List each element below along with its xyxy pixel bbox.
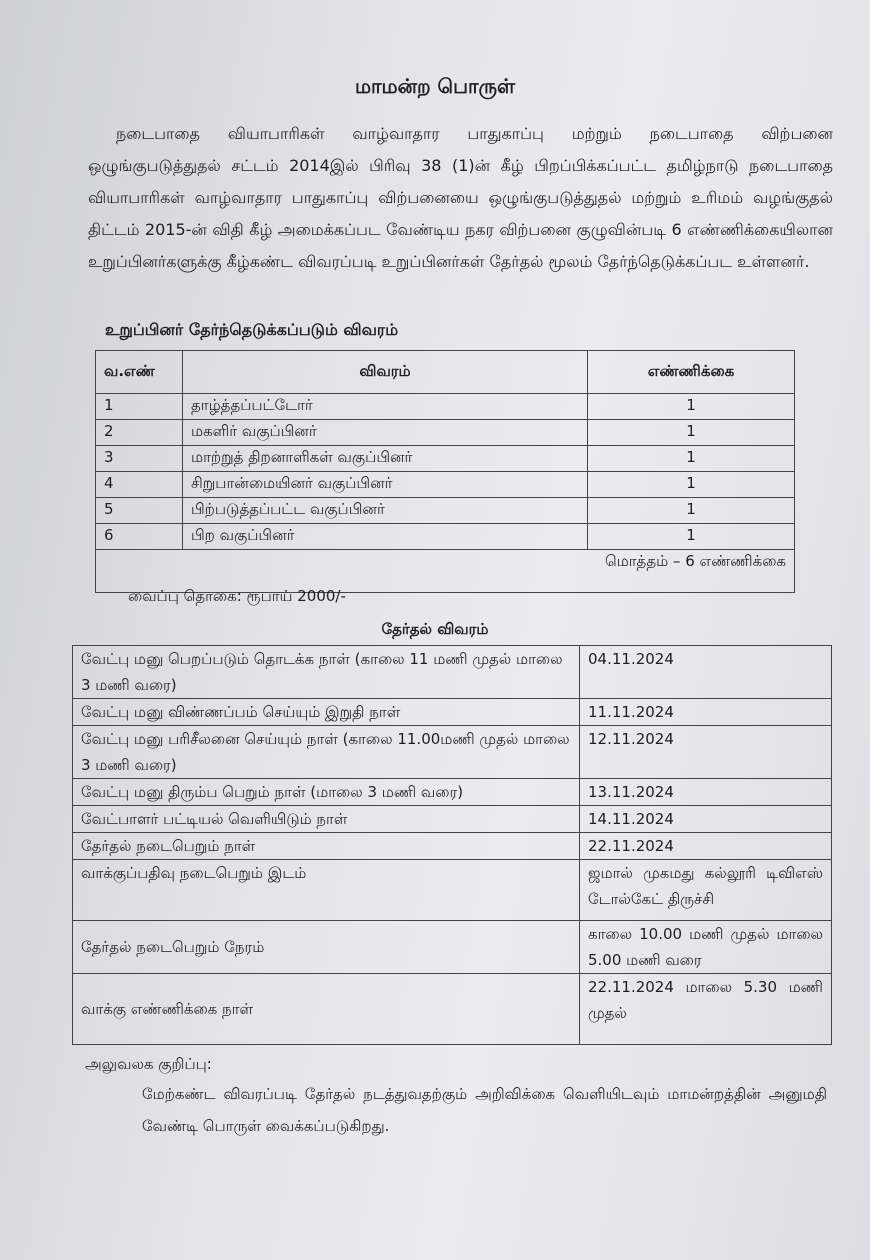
table-row — [73, 726, 832, 779]
election-heading: தேர்தல் விவரம் — [381, 620, 489, 638]
description: தாழ்த்தப்பட்டோர் — [183, 394, 588, 420]
count: 1 — [588, 472, 795, 498]
deposit-amount: வைப்பு தொகை: ரூபாய் 2000/- — [128, 587, 346, 605]
label: தேர்தல் நடைபெறும் நேரம் — [73, 921, 580, 974]
description: சிறுபான்மையினர் வகுப்பினர் — [183, 472, 588, 498]
table-row — [73, 699, 832, 726]
serial: 3 — [96, 446, 183, 472]
election-table — [72, 645, 832, 1045]
table-row — [73, 833, 832, 860]
table-header-row — [96, 351, 795, 394]
col-header-description: விவரம் — [183, 351, 588, 394]
label: வேட்பு மனு பரிசீலனை செய்யும் நாள் (காலை 11.00மணி முதல் மாலை 3 மணி வரை) — [73, 726, 580, 779]
office-note: மேற்கண்ட விவரப்படி தேர்தல் நடத்துவதற்கும் அறிவிக்கை வெளியிடவும் மாமன்றத்தின் அனுமதி வேண்டி பொருள் வைக்கப்படுகிறது. — [142, 1085, 827, 1135]
value: 22.11.2024 மாலை 5.30 மணி முதல் — [580, 974, 832, 1045]
label: வேட்பு மனு திரும்ப பெறும் நாள் (மாலை 3 மணி வரை) — [73, 779, 580, 806]
description: பிற்படுத்தப்பட்ட வகுப்பினர் — [183, 498, 588, 524]
members-heading: உறுப்பினர் தேர்ந்தெடுக்கப்படும் விவரம் — [105, 320, 399, 339]
description: பிற வகுப்பினர் — [183, 524, 588, 550]
count: 1 — [588, 446, 795, 472]
col-header-serial: வ.எண் — [96, 351, 183, 394]
label: வேட்பு மனு விண்ணப்பம் செய்யும் இறுதி நாள் — [73, 699, 580, 726]
table-row — [73, 779, 832, 806]
value: 11.11.2024 — [580, 699, 832, 726]
label: வேட்பு மனு பெறப்படும் தொடக்க நாள் (காலை 11 மணி முதல் மாலை 3 மணி வரை) — [73, 646, 580, 699]
table-row — [96, 420, 795, 446]
col-header-count: எண்ணிக்கை — [588, 351, 795, 394]
count: 1 — [588, 498, 795, 524]
label: வேட்பாளர் பட்டியல் வெளியிடும் நாள் — [73, 806, 580, 833]
label: வாக்கு எண்ணிக்கை நாள் — [73, 974, 580, 1045]
count: 1 — [588, 394, 795, 420]
table-row — [73, 921, 832, 974]
label: வாக்குப்பதிவு நடைபெறும் இடம் — [73, 860, 580, 921]
table-row — [96, 394, 795, 420]
serial: 2 — [96, 420, 183, 446]
value: 13.11.2024 — [580, 779, 832, 806]
document-title: மாமன்ற பொருள் — [354, 74, 516, 98]
serial: 4 — [96, 472, 183, 498]
label: தேர்தல் நடைபெறும் நாள் — [73, 833, 580, 860]
total: மொத்தம் – 6 எண்ணிக்கை — [96, 550, 795, 593]
table-row — [96, 472, 795, 498]
table-row — [96, 498, 795, 524]
table-row — [96, 524, 795, 550]
count: 1 — [588, 420, 795, 446]
value: 14.11.2024 — [580, 806, 832, 833]
table-row — [73, 646, 832, 699]
value: 12.11.2024 — [580, 726, 832, 779]
value: 04.11.2024 — [580, 646, 832, 699]
members-table — [95, 350, 795, 593]
serial: 5 — [96, 498, 183, 524]
office-note-heading: அலுவலக குறிப்பு: — [85, 1055, 212, 1073]
description: மாற்றுத் திறனாளிகள் வகுப்பினர் — [183, 446, 588, 472]
table-row — [73, 860, 832, 921]
table-row — [73, 806, 832, 833]
count: 1 — [588, 524, 795, 550]
value: காலை 10.00 மணி முதல் மாலை 5.00 மணி வரை — [580, 921, 832, 974]
description: மகளிர் வகுப்பினர் — [183, 420, 588, 446]
intro-paragraph: நடைபாதை வியாபாரிகள் வாழ்வாதார பாதுகாப்பு மற்றும் நடைபாதை விற்பனை ஒழுங்குபடுத்துதல் சட்டம் 2014இல் பிரிவு 38 (1)ன் கீழ் பிறப்பிக்கப்பட்ட தமிழ்நாடு நடைபாதை வியாபாரிகள் வாழ்வாதார பாதுகாப்பு விற்பனையை ஒழுங்குபடுத்துதல் மற்றும் உரிமம் வழங்குதல் திட்டம் 2015-ன் விதி கீழ் அமைக்கப்பட வேண்டிய நகர விற்பனை குழுவின்படி 6 எண்ணிக்கையிலான உறுப்பினர்களுக்கு கீழ்கண்ட விவரப்படி உறுப்பினர்கள் தேர்தல் மூலம் தேர்ந்தெடுக்கப்பட உள்ளனர். — [88, 124, 834, 271]
value: 22.11.2024 — [580, 833, 832, 860]
serial: 1 — [96, 394, 183, 420]
table-row — [73, 974, 832, 1045]
value: ஜமால் முகமது கல்லூரி டிவிஎஸ் டோல்கேட் திருச்சி — [580, 860, 832, 921]
serial: 6 — [96, 524, 183, 550]
table-row — [96, 446, 795, 472]
